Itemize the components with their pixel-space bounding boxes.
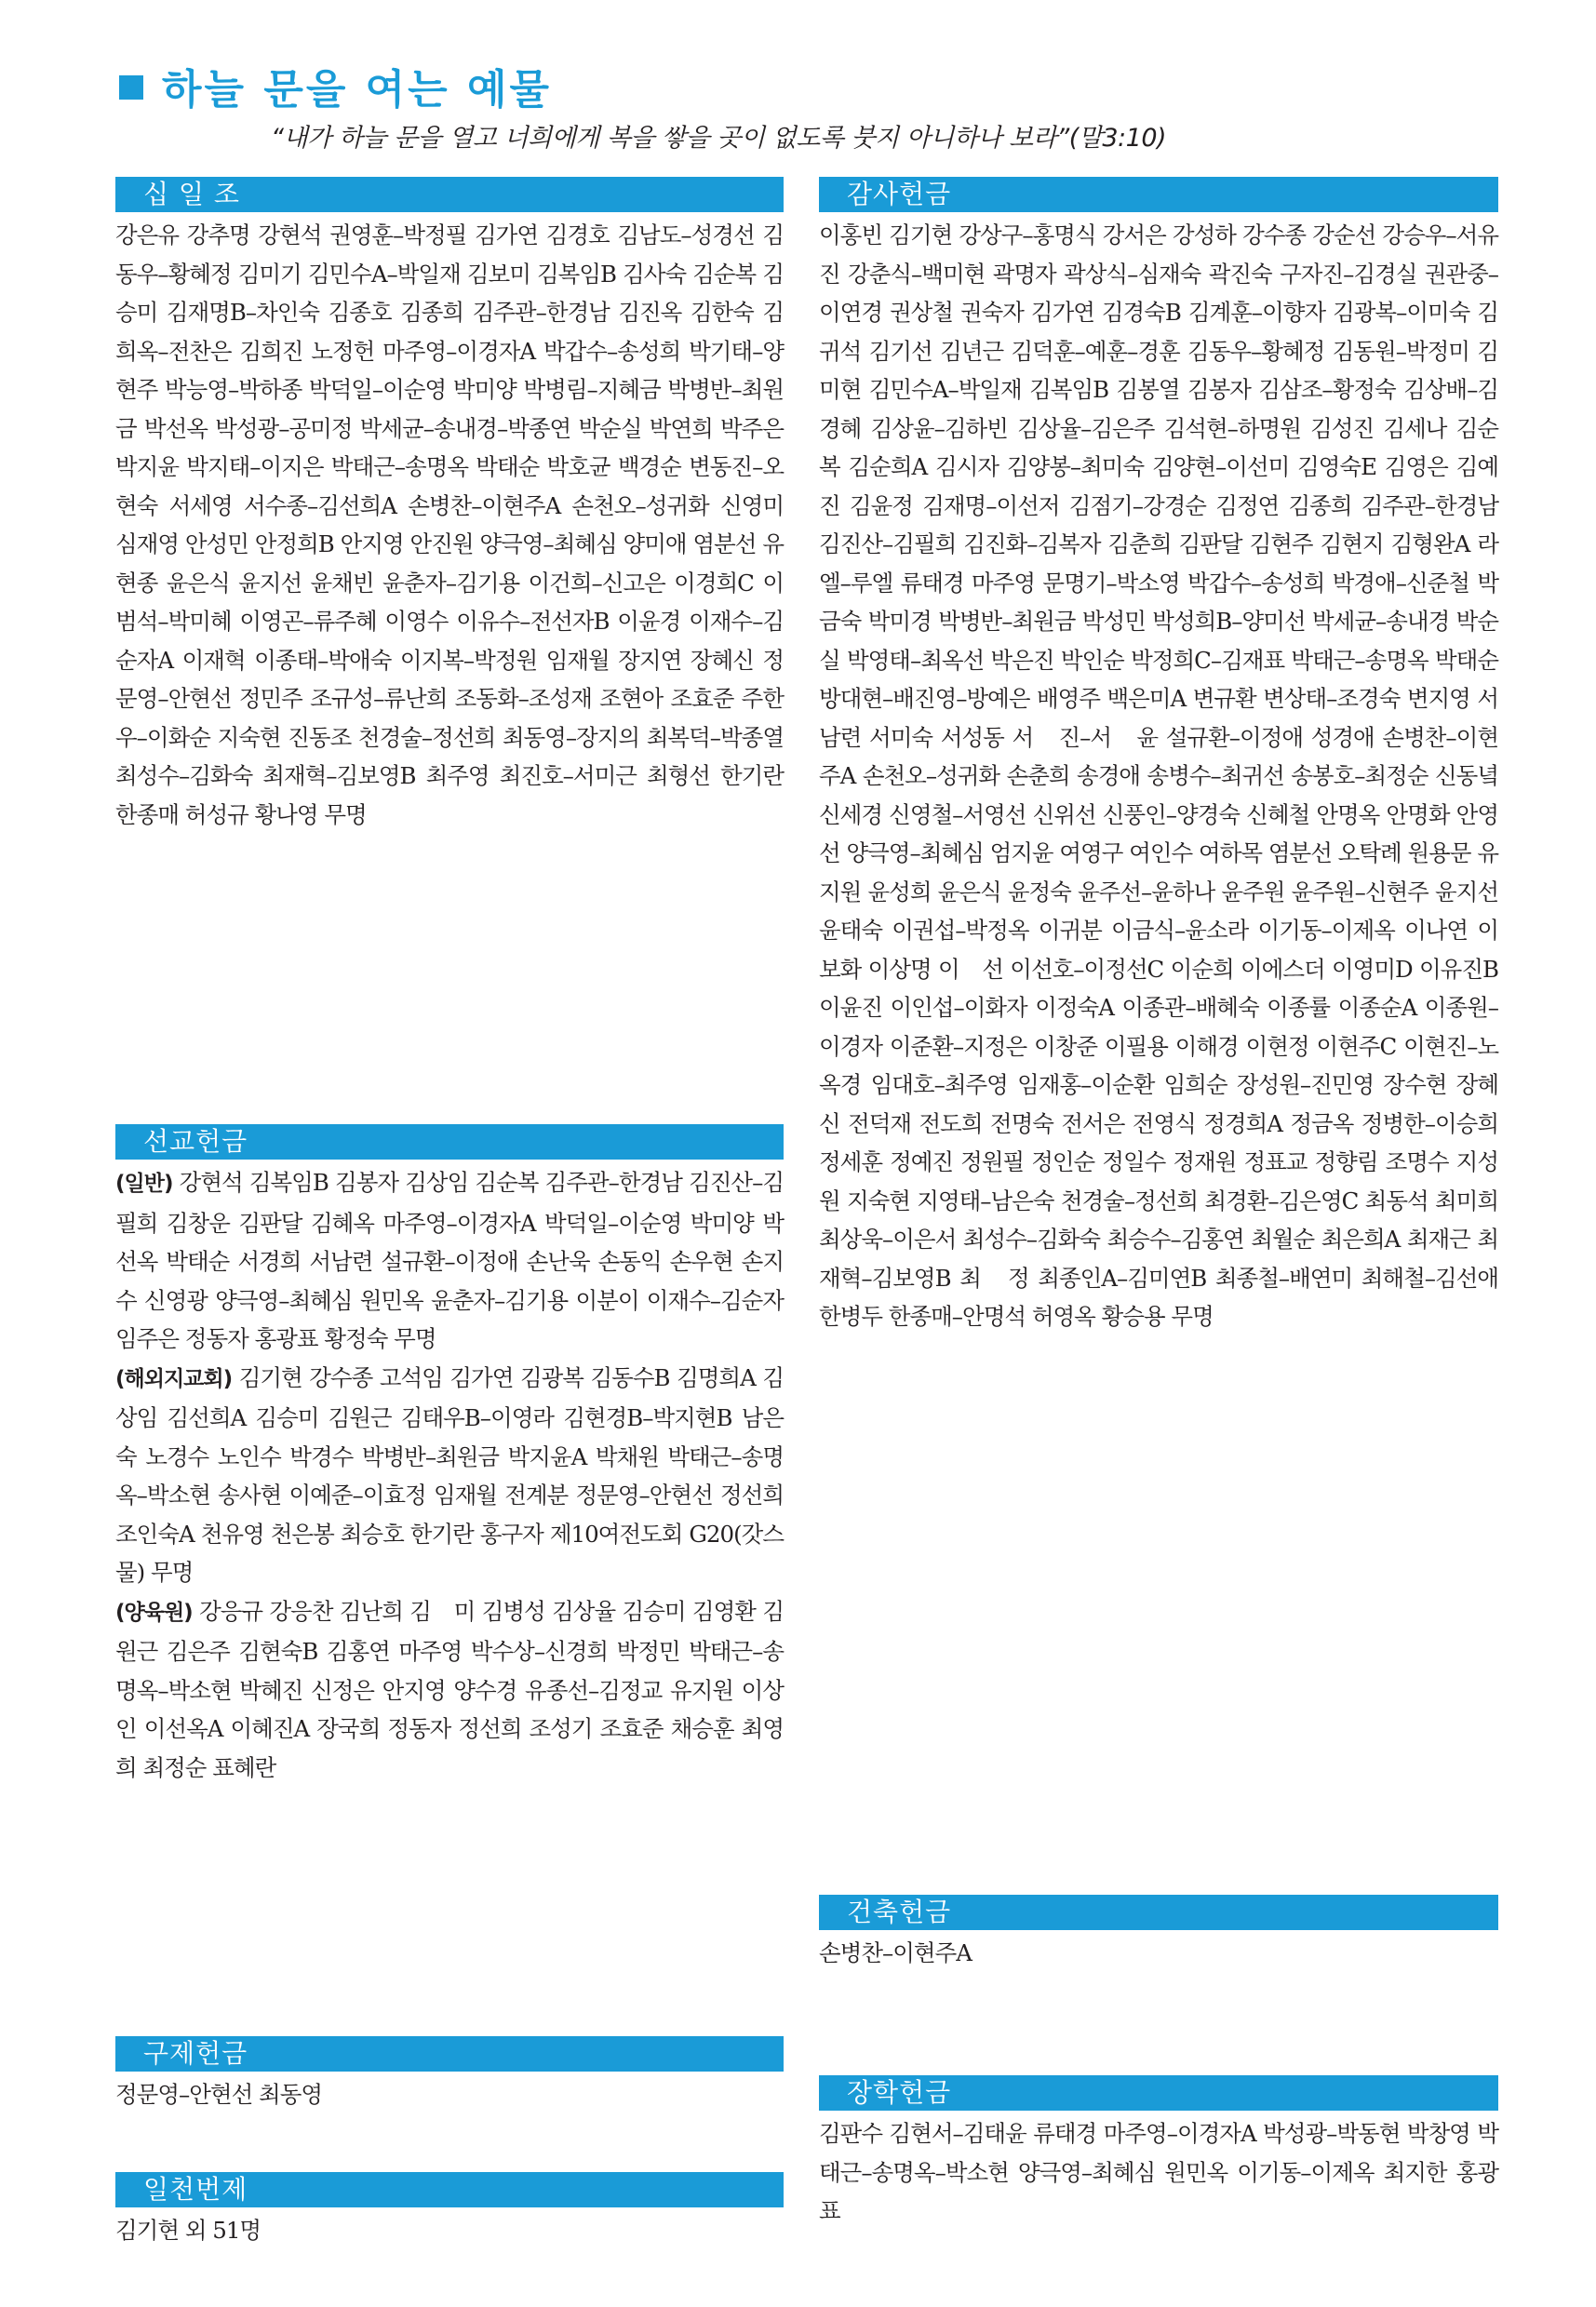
donor-list	[115, 1160, 784, 1787]
donor-list: 김판수 김현서–김태윤 류태경 마주영–이경자A 박성광–박동현 박창영 박태근–송명옥–박소현 양극영–최혜심 원민옥 이기동–이제옥 최지한 홍광표	[819, 2120, 1498, 2224]
section-heading: 감사헌금	[819, 177, 1498, 212]
sub-label: (양육원)	[115, 1600, 193, 1625]
donor-list: 이홍빈 김기현 강상구–홍명식 강서은 강성하 강수종 강순선 강승우–서유진 강춘식–백미현 곽명자 곽상식–심재숙 곽진숙 구자진–김경실 권관중–이연경 권상철 권숙자 김가연 김경숙B 김계훈–이향자 김광복–이미숙 김귀석 김기선 김년근 김덕훈–예훈–경훈 김동우–황혜정 김동원–박정미 김미현 김민수A–박일재 김복임B 김봉열 김봉자 김삼조–황정숙 김상배–김경혜 김상윤–김하빈 김상율–김은주 김석현–하명원 김성진 김세나 김순복 김순희A 김시자 김양봉–최미숙 김양현–이선미 김영숙E 김영은 김예진 김윤정 김재명–이선저 김점기–강경순 김정연 김종희 김주관–한경남 김진산–김필희 김진화–김복자 김춘희 김판달 김현주 김현지 김형완A 라엘–루엘 류태경 마주영 문명기–박소영 박갑수–송성희 박경애–신준철 박금숙 박미경 박병반–최원금 박성민 박성희B–양미선 박세균–송내경 박순실 박영태–최옥선 박은진 박인순 박정희C–김재표 박태근–송명옥 박태순 방대현–배진영–방예은 배영주 백은미A 변규환 변상태–조경숙 변지영 서남련 서미숙 서성동 서 진–서 윤 설규환–이정애 성경애 손병찬–이현주A 손천오–성귀화 손춘희 송경애 송병수–최귀선 송봉호–최정순 신동녘 신세경 신영철–서영선 신위선 신풍인–양경숙 신혜철 안명옥 안명화 안영선 양극영–최혜심 엄지윤 여영구 여인수 여하목 염분선 오탁례 원용문 유지원 윤성희 윤은식 윤정숙 윤주선–윤하나 윤주원 윤주원–신현주 윤지선 윤태숙 이권섭–박정옥 이귀분 이금식–윤소라 이기동–이제옥 이나연 이보화 이상명 이 선 이선호–이정선C 이순희 이에스더 이영미D 이유진B 이윤진 이인섭–이화자 이정숙A 이종관–배혜숙 이종률 이종순A 이종원–이경자 이준환–지정은 이창준 이필용 이해경 이현정 이현주C 이현진–노옥경 임대호–최주영 임재홍–이순환 임희순 장성원–진민영 장수현 장혜신 전덕재 전도희 전명숙 전서은 전영식 정경희A 정금옥 정병한–이승희 정세훈 정예진 정원필 정인순 정일수 정재원 정표교 정향림 조명수 지성원 지숙현 지영태–남은숙 천경술–정선희 최경환–김은영C 최동석 최미희 최상욱–이은서 최성수–김화숙 최승수–김홍연 최월순 최은희A 최재근 최재혁–김보영B 최 정 최종인A–김미연B 최종철–배연미 최해철–김선애 한병두 한종매–안명석 허영옥 황승용 무명	[819, 221, 1498, 1330]
section-heading: 건축헌금	[819, 1895, 1498, 1930]
sub-label: (일반)	[115, 1172, 173, 1196]
donor-names: 강응규 강응찬 김난희 김 미 김병성 김상율 김승미 김영환 김원근 김은주 김현숙B 김홍연 마주영 박수상–신경희 박정민 박태근–송명옥–박소현 박혜진 신정은 안지영 양수경 유종선–김정교 유지원 이상인 이선옥A 이혜진A 장국희 정동자 정선희 조성기 조효준 채승훈 최영희 최정순 표혜란	[115, 1597, 784, 1781]
mission-nursing	[115, 1592, 784, 1788]
section-heading: 구제헌금	[115, 2036, 784, 2072]
page-title: 하늘 문을 여는 예물	[162, 66, 552, 114]
title-row	[119, 56, 1496, 115]
section-mission	[115, 1124, 784, 1787]
sub-label: (해외지교회)	[115, 1366, 233, 1391]
donor-list: 정문영–안현선 최동영	[115, 2081, 323, 2108]
section-building	[819, 1895, 1498, 1973]
mission-general	[115, 1163, 784, 1359]
section-relief	[115, 2036, 784, 2114]
donor-list: 손병찬–이현주A	[819, 1939, 972, 1966]
donor-names: 김기현 강수종 고석임 김가연 김광복 김동수B 김명희A 김상임 김선희A 김승미 김원근 김태우B–이영라 김현경B–박지현B 남은숙 노경수 노인수 박경수 박병반–최원금 박지윤A 박채원 박태근–송명옥–박소현 송사현 이예준–이효정 임재월 전계분 정문영–안현선 정선희 조인숙A 천유영 천은봉 최승호 한기란 홍구자 제10여전도회 G20(갓스물) 무명	[115, 1363, 784, 1586]
title-bullet-icon	[119, 75, 143, 100]
section-scholarship	[819, 2075, 1498, 2231]
section-heading: 십 일 조	[115, 177, 784, 212]
section-thousand	[115, 2172, 784, 2250]
page-header	[119, 56, 1496, 153]
section-heading: 일천번제	[115, 2172, 784, 2207]
donor-list: 강은유 강추명 강현석 권영훈–박정필 김가연 김경호 김남도–성경선 김동우–황혜정 김미기 김민수A–박일재 김보미 김복임B 김사숙 김순복 김승미 김재명B–차인숙 김종호 김종희 김주관–한경남 김진옥 김한숙 김희옥–전찬은 김희진 노정헌 마주영–이경자A 박갑수–송성희 박기태–양현주 박능영–박하종 박덕일–이순영 박미양 박병림–지혜금 박병반–최원금 박선옥 박성광–공미정 박세균–송내경–박종연 박순실 박연희 박주은 박지윤 박지태–이지은 박태근–송명옥 박태순 박호균 백경순 변동진–오현숙 서세영 서수종–김선희A 손병찬–이현주A 손천오–성귀화 신영미 심재영 안성민 안정희B 안지영 안진원 양극영–최혜심 양미애 염분선 유현종 윤은식 윤지선 윤채빈 윤춘자–김기용 이건희–신고은 이경희C 이범석–박미혜 이영곤–류주혜 이영수 이유수–전선자B 이윤경 이재수–김순자A 이재혁 이종태–박애숙 이지복–박정원 임재월 장지연 장혜신 정문영–안현선 정민주 조규성–류난희 조동화–조성재 조현아 조효준 주한우–이화순 지숙현 진동조 천경술–정선희 최동영–장지의 최복덕–박종열 최성수–김화숙 최재혁–김보영B 최주영 최진호–서미근 최형선 한기란 한종매 허성규 황나영 무명	[115, 221, 784, 828]
section-thanks	[819, 177, 1498, 1336]
section-heading: 선교헌금	[115, 1124, 784, 1160]
bible-verse: “내가 하늘 문을 열고 너희에게 복을 쌓을 곳이 없도록 붓지 아니하나 보라”(말3:10)	[271, 124, 1167, 153]
section-heading: 장학헌금	[819, 2075, 1498, 2111]
donor-list: 김기현 외 51명	[115, 2217, 262, 2244]
section-tithe	[115, 177, 784, 834]
donor-names: 강현석 김복임B 김봉자 김상임 김순복 김주관–한경남 김진산–김필희 김창운 김판달 김혜옥 마주영–이경자A 박덕일–이순영 박미양 박선옥 박태순 서경희 서남련 설규환–이정애 손난욱 손동익 손우현 손지수 신영광 양극영–최혜심 원민옥 윤춘자–김기용 이분이 이재수–김순자 임주은 정동자 홍광표 황정숙 무명	[115, 1169, 784, 1352]
mission-overseas	[115, 1359, 784, 1592]
